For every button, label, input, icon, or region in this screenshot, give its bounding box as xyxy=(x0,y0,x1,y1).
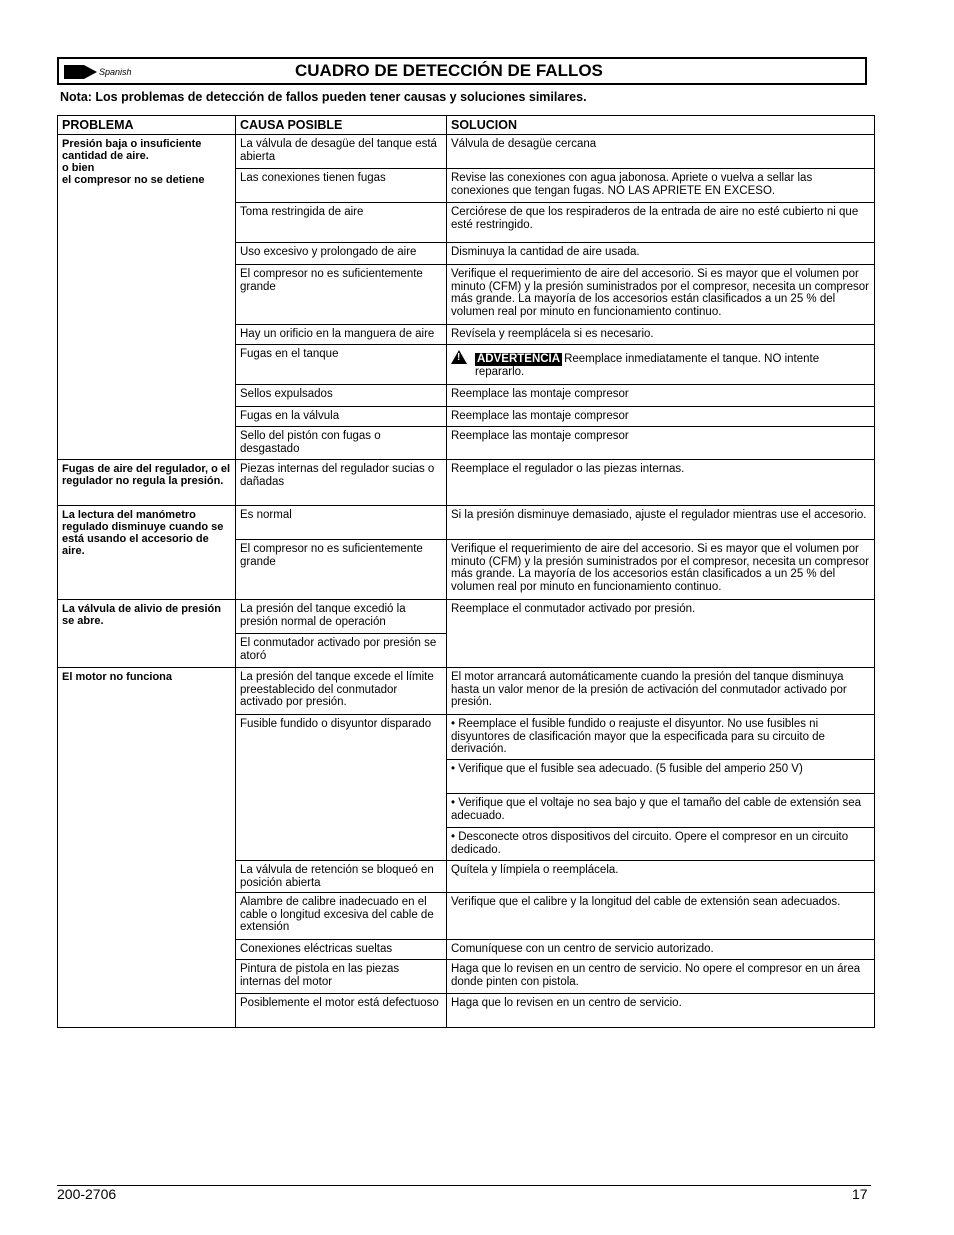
problem-cell xyxy=(58,460,236,506)
problem-cell xyxy=(58,506,236,600)
warning-text-cont: repararlo. xyxy=(475,365,525,378)
cause-cell: Pintura de pistola en las piezas internas del motor xyxy=(236,960,447,994)
cause-cell: Sello del pistón con fugas o desgastado xyxy=(236,427,447,460)
solution-cell: Disminuya la cantidad de aire usada. xyxy=(447,243,875,265)
table-row xyxy=(58,600,875,634)
solution-cell: Verifique el requerimiento de aire del accesorio. Si es mayor que el volumen por minuto (CFM) y la presión suministrados por el compresor, necesita un compresor más grande. La mayoría de los accesorios están clasificados a un 25 % del volumen real por minuto en funcionamiento continuo. xyxy=(447,540,875,600)
cause-cell: El compresor no es suficientemente grande xyxy=(236,540,447,600)
table-header-row xyxy=(58,116,875,135)
cause-cell: La válvula de desagüe del tanque está abierta xyxy=(236,135,447,169)
problem-text: Presión baja o insuficiente cantidad de aire. xyxy=(62,138,202,162)
cause-cell: Hay un orificio en la manguera de aire xyxy=(236,325,447,345)
solution-cell: El motor arrancará automáticamente cuando la presión del tanque disminuya hasta un valor menor de la presión de activación del conmutador activado por presión. xyxy=(447,668,875,715)
table-row xyxy=(58,506,875,540)
warning-badge: ADVERTENCIA xyxy=(477,353,561,365)
page-title: CUADRO DE DETECCIÓN DE FALLOS xyxy=(295,61,603,80)
problem-cell xyxy=(58,135,236,460)
cause-cell: Conexiones eléctricas sueltas xyxy=(236,940,447,960)
solution-cell: Reemplace las montaje compresor xyxy=(447,407,875,427)
solution-cell: Si la presión disminuye demasiado, ajuste el regulador mientras use el accesorio. xyxy=(447,506,875,540)
language-label: Spanish xyxy=(99,67,132,77)
solution-cell: • Verifique que el voltaje no sea bajo y que el tamaño del cable de extensión sea adecuado. xyxy=(447,794,875,828)
solution-cell: Haga que lo revisen en un centro de servicio. No opere el compresor en un área donde pinten con pistola. xyxy=(447,960,875,994)
warning-text: Reemplace inmediatamente el tanque. NO intente xyxy=(564,353,820,365)
problem-text: Fugas de aire del regulador, o el regulador no regula la presión. xyxy=(62,463,231,487)
table-row xyxy=(58,135,875,169)
cause-cell: Piezas internas del regulador sucias o dañadas xyxy=(236,460,447,506)
solution-cell: Verifique el requerimiento de aire del accesorio. Si es mayor que el volumen por minuto (CFM) y la presión suministrados por el compresor, necesita un compresor más grande. La mayoría de los accesorios están clasificados a un 25 % del volumen real por minuto en funcionamiento continuo. xyxy=(447,265,875,325)
table-row xyxy=(58,460,875,506)
solution-cell: Verifique que el calibre y la longitud del cable de extensión sean adecuados. xyxy=(447,893,875,940)
cause-cell: Uso excesivo y prolongado de aire xyxy=(236,243,447,265)
cause-cell: La presión del tanque excede el límite preestablecido del conmutador activado por presión. xyxy=(236,668,447,715)
solution-cell: Reemplace el regulador o las piezas internas. xyxy=(447,460,875,506)
cause-cell: Es normal xyxy=(236,506,447,540)
header-causa: CAUSA POSIBLE xyxy=(236,116,447,135)
solution-cell: Revísela y reemplácela si es necesario. xyxy=(447,325,875,345)
problem-text: o bien xyxy=(62,162,95,174)
footer-rule xyxy=(57,1185,871,1186)
table-row xyxy=(58,668,875,715)
header-problema: PROBLEMA xyxy=(58,116,236,135)
solution-cell: Válvula de desagüe cercana xyxy=(447,135,875,169)
cause-cell: Las conexiones tienen fugas xyxy=(236,169,447,203)
problem-text: El motor no funciona xyxy=(62,671,172,683)
header-solucion: SOLUCION xyxy=(447,116,875,135)
language-tag xyxy=(64,65,132,79)
solution-cell: Reemplace las montaje compresor xyxy=(447,385,875,407)
solution-cell: Cerciórese de que los respiraderos de la entrada de aire no esté cubierto ni que esté restringido. xyxy=(447,203,875,243)
solution-cell: Haga que lo revisen en un centro de servicio. xyxy=(447,994,875,1028)
cause-cell: La válvula de retención se bloqueó en posición abierta xyxy=(236,861,447,893)
document-number: 200-2706 xyxy=(57,1186,117,1202)
cause-cell: Alambre de calibre inadecuado en el cable o longitud excesiva del cable de extensión xyxy=(236,893,447,940)
problem-text: La válvula de alivio de presión se abre. xyxy=(62,603,221,627)
header-box xyxy=(57,57,867,85)
cause-cell: Fugas en la válvula xyxy=(236,407,447,427)
note: Nota: Los problemas de detección de fallos pueden tener causas y soluciones similares. xyxy=(60,90,587,104)
solution-cell: • Reemplace el fusible fundido o reajuste el disyuntor. No use fusibles ni disyuntores de clasificación mayor que la especificada para su circuito de derivación. xyxy=(447,715,875,760)
cause-cell: La presión del tanque excedió la presión normal de operación xyxy=(236,600,447,634)
cause-cell: El compresor no es suficientemente grande xyxy=(236,265,447,325)
cause-cell: Toma restringida de aire xyxy=(236,203,447,243)
troubleshooting-table xyxy=(57,115,875,1028)
cause-cell: Fusible fundido o disyuntor disparado xyxy=(236,715,447,861)
language-flag-icon xyxy=(64,65,98,79)
warning-triangle-icon xyxy=(451,350,467,364)
solution-cell: Reemplace las montaje compresor xyxy=(447,427,875,460)
cause-cell: Sellos expulsados xyxy=(236,385,447,407)
problem-cell xyxy=(58,600,236,668)
cause-cell: Fugas en el tanque xyxy=(236,345,447,385)
problem-text: La lectura del manómetro regulado disminuye cuando se está usando el accesorio de aire. xyxy=(62,509,224,557)
solution-cell: Quítela y límpiela o reemplácela. xyxy=(447,861,875,893)
problem-cell xyxy=(58,668,236,1028)
solution-cell: • Desconecte otros dispositivos del circuito. Opere el compresor en un circuito dedicado. xyxy=(447,828,875,861)
solution-cell-warning xyxy=(447,345,875,385)
cause-cell: Posiblemente el motor está defectuoso xyxy=(236,994,447,1028)
problem-text: el compresor no se detiene xyxy=(62,174,205,186)
solution-cell: Comuníquese con un centro de servicio autorizado. xyxy=(447,940,875,960)
cause-cell: El conmutador activado por presión se atoró xyxy=(236,634,447,668)
solution-cell: Reemplace el conmutador activado por presión. xyxy=(447,600,875,668)
page-number: 17 xyxy=(852,1186,868,1202)
solution-cell: • Verifique que el fusible sea adecuado. (5 fusible del amperio 250 V) xyxy=(447,760,875,794)
solution-cell: Revise las conexiones con agua jabonosa. Apriete o vuelva a sellar las conexiones que tengan fugas. NO LAS APRIETE EN EXCESO. xyxy=(447,169,875,203)
